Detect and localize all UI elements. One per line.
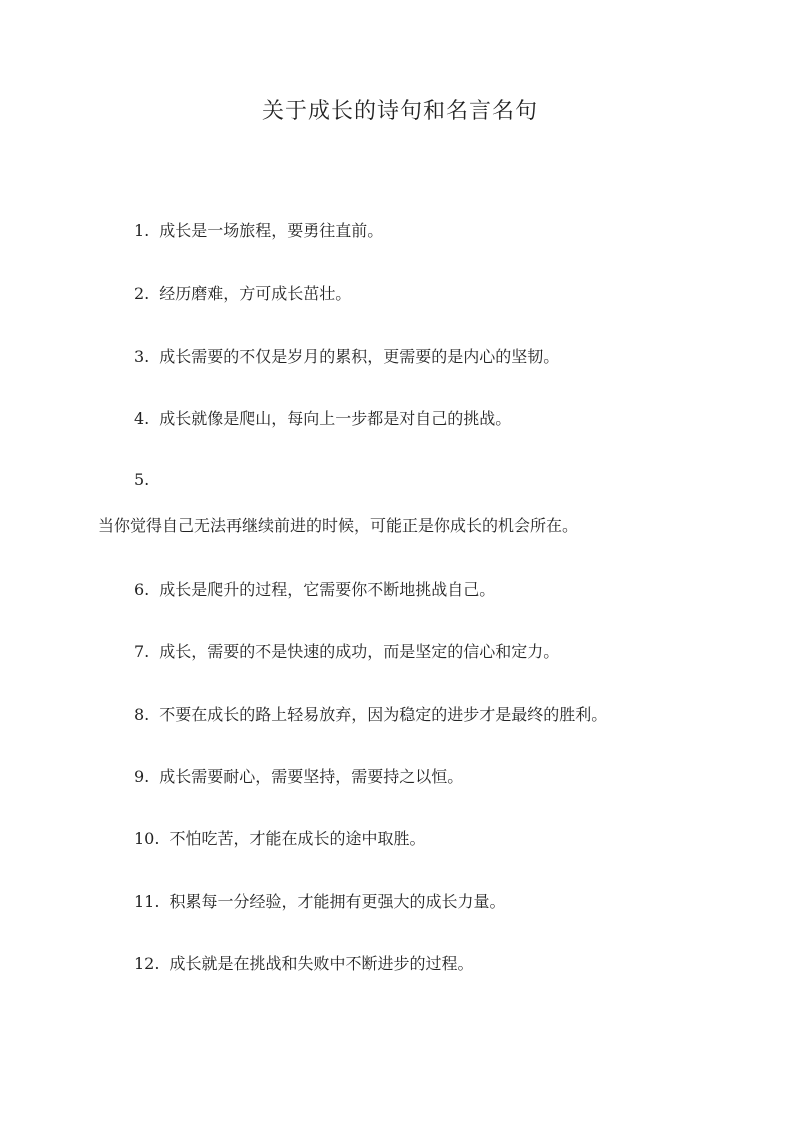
list-item xyxy=(134,765,754,789)
list-item xyxy=(134,827,754,851)
list-item xyxy=(134,407,754,431)
item-text: 成长就是在挑战和失败中不断进步的过程。 xyxy=(169,954,474,973)
list-item xyxy=(134,703,754,727)
item-text: 不要在成长的路上轻易放弃，因为稳定的进步才是最终的胜利。 xyxy=(159,705,608,724)
item-text: 成长需要的不仅是岁月的累积，更需要的是内心的坚韧。 xyxy=(159,347,560,366)
item-number: 7. xyxy=(134,642,150,661)
item-text: 不怕吃苦，才能在成长的途中取胜。 xyxy=(169,829,426,848)
item-number: 1. xyxy=(134,221,150,240)
item-number: 6. xyxy=(134,580,150,599)
list-item xyxy=(134,282,754,306)
list-item xyxy=(134,640,754,664)
item-text: 成长是一场旅程，要勇往直前。 xyxy=(159,221,384,240)
list-item xyxy=(134,578,754,602)
list-item xyxy=(134,219,754,243)
item-text: 经历磨难，方可成长茁壮。 xyxy=(159,284,352,303)
item-text: 当你觉得自己无法再继续前进的时候，可能正是你成长的机会所在。 xyxy=(98,516,579,535)
item-number: 3. xyxy=(134,347,150,366)
document-title: 关于成长的诗句和名言名句 xyxy=(261,99,538,124)
item-number: 10. xyxy=(134,829,160,848)
item-number: 2. xyxy=(134,284,150,303)
item-number: 12. xyxy=(134,954,160,973)
item-text: 积累每一分经验，才能拥有更强大的成长力量。 xyxy=(169,892,506,911)
list-item xyxy=(98,468,754,535)
item-text: 成长就像是爬山，每向上一步都是对自己的挑战。 xyxy=(159,409,512,428)
item-number: 5. xyxy=(134,470,150,489)
item-number: 11. xyxy=(134,892,160,911)
item-number: 4. xyxy=(134,409,150,428)
list-item xyxy=(134,890,754,914)
list-item xyxy=(134,952,754,976)
item-text: 成长需要耐心，需要坚持，需要持之以恒。 xyxy=(159,767,464,786)
item-text: 成长是爬升的过程，它需要你不断地挑战自己。 xyxy=(159,580,496,599)
item-text: 成长，需要的不是快速的成功，而是坚定的信心和定力。 xyxy=(159,642,560,661)
list-item xyxy=(134,345,754,369)
item-number: 8. xyxy=(134,705,150,724)
item-number: 9. xyxy=(134,767,150,786)
